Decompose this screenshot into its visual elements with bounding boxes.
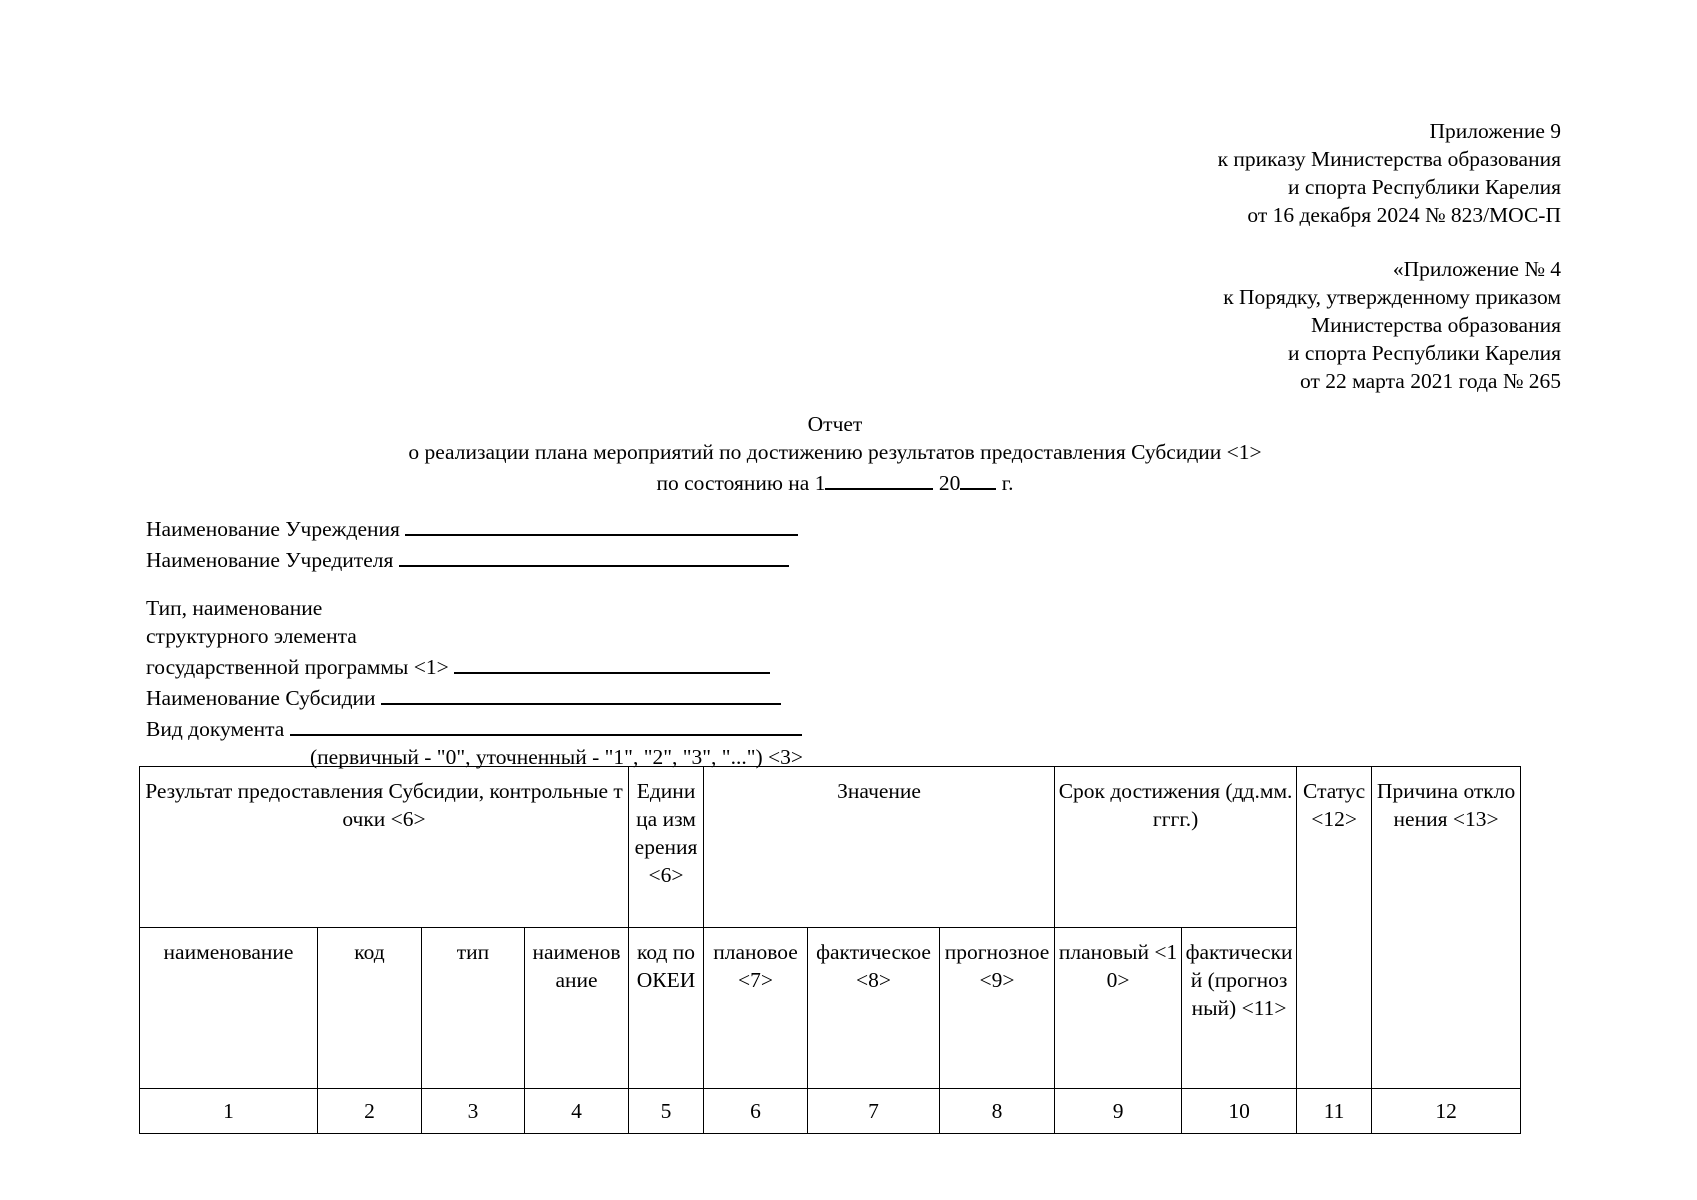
doc-type-field[interactable]	[290, 712, 802, 736]
column-number: 1	[140, 1089, 318, 1134]
subheader-naming: наименование	[525, 928, 629, 1089]
date-year-field[interactable]	[960, 466, 996, 490]
subheader-name: наименование	[140, 928, 318, 1089]
doc-type-row: Вид документа	[146, 712, 803, 743]
title-line: о реализации плана мероприятий по достижению результатов предоставления Субсидии <1>	[408, 440, 1262, 464]
subheader-actual-date: фактический (прогнозный) <11>	[1182, 928, 1297, 1089]
subheader-planned-value: плановое <7>	[704, 928, 808, 1089]
column-number: 6	[704, 1089, 808, 1134]
program-field[interactable]	[454, 650, 770, 674]
header-line: и спорта Республики Карелия	[1288, 175, 1561, 199]
info-block	[146, 512, 803, 771]
founder-row: Наименование Учредителя	[146, 543, 803, 574]
title-line: Отчет	[807, 412, 863, 436]
report-table	[139, 766, 1521, 1134]
header-line: от 16 декабря 2024 № 823/МОС-П	[1247, 203, 1561, 227]
program-row: государственной программы <1>	[146, 650, 803, 681]
subsidy-field[interactable]	[381, 681, 781, 705]
type-label: структурного элемента	[146, 624, 357, 648]
header-unit: Единица измерения <6>	[629, 767, 704, 928]
column-number: 4	[525, 1089, 629, 1134]
header-line: и спорта Республики Карелия	[1288, 341, 1561, 365]
subheader-type: тип	[422, 928, 525, 1089]
header-line: Приложение 9	[1429, 119, 1561, 143]
subsidy-row: Наименование Субсидии	[146, 681, 803, 712]
header-value: Значение	[704, 767, 1055, 928]
document-title	[0, 410, 1670, 497]
column-number: 8	[940, 1089, 1055, 1134]
column-number: 12	[1372, 1089, 1521, 1134]
header-status: Статус <12>	[1297, 767, 1372, 1089]
institution-field[interactable]	[405, 512, 798, 536]
title-date-line: по состоянию на 1 20 г.	[0, 466, 1670, 497]
header-line: к приказу Министерства образования	[1217, 147, 1561, 171]
subheader-okei: код по ОКЕИ	[629, 928, 704, 1089]
founder-field[interactable]	[399, 543, 789, 567]
header-line: «Приложение № 4	[1392, 257, 1561, 281]
date-month-field[interactable]	[825, 466, 933, 490]
subheader-forecast-value: прогнозное <9>	[940, 928, 1055, 1089]
subheader-planned-date: плановый <10>	[1055, 928, 1182, 1089]
header-block	[1218, 117, 1561, 395]
header-result: Результат предоставления Субсидии, контрольные точки <6>	[140, 767, 629, 928]
column-number: 5	[629, 1089, 704, 1134]
header-reason: Причина отклонения <13>	[1372, 767, 1521, 1089]
institution-row: Наименование Учреждения	[146, 512, 803, 543]
subheader-actual-value: фактическое <8>	[808, 928, 940, 1089]
column-number: 3	[422, 1089, 525, 1134]
table-header-row	[140, 767, 1521, 928]
column-number: 10	[1182, 1089, 1297, 1134]
header-deadline: Срок достижения (дд.мм.гггг.)	[1055, 767, 1297, 928]
column-number: 11	[1297, 1089, 1372, 1134]
column-number: 2	[318, 1089, 422, 1134]
table-number-row	[140, 1089, 1521, 1134]
doc-type-note: (первичный - "0", уточненный - "1", "2", "3", "...") <3>	[310, 745, 804, 769]
column-number: 7	[808, 1089, 940, 1134]
header-line: к Порядку, утвержденному приказом	[1223, 285, 1561, 309]
column-number: 9	[1055, 1089, 1182, 1134]
header-line: Министерства образования	[1310, 313, 1561, 337]
header-line: от 22 марта 2021 года № 265	[1300, 369, 1561, 393]
subheader-code: код	[318, 928, 422, 1089]
type-label: Тип, наименование	[146, 596, 323, 620]
